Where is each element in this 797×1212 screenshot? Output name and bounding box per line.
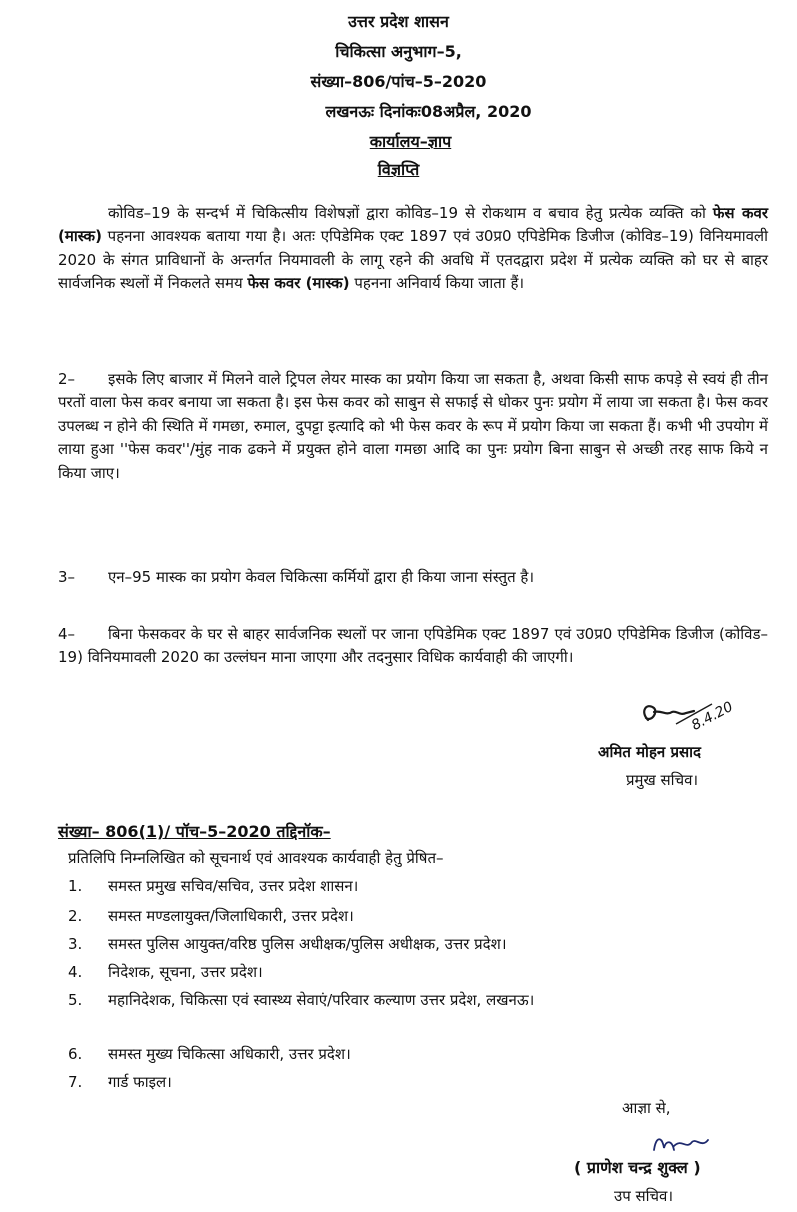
copy-list-item: 3. समस्त पुलिस आयुक्त/वरिष्ठ पुलिस अधीक्षक/पुलिस अधीक्षक, उत्तर प्रदेश। xyxy=(68,935,507,953)
copy-reference-heading: संख्या– 806(1)/ पॉच–5–2020 तद्दिनॉक– xyxy=(58,822,331,841)
copy-list-item: 7. गार्ड फाइल। xyxy=(68,1073,172,1091)
p3-number: 3– xyxy=(58,568,76,586)
copy-list-item: 4. निदेशक, सूचना, उत्तर प्रदेश। xyxy=(68,963,263,981)
p2-text: इसके लिए बाजार में मिलने वाले ट्रिपल लेयर मास्क का प्रयोग किया जा सकता है, अथवा किसी साफ कपड़े से स्वयं ही तीन परतों वाला फेस कवर बनाया जा सकता है। इस फेस कवर को साबुन से सफाई से धोकर पुनः प्रयोग में लाया जा सकता है। फेस कवर उपलब्ध न होने की स्थिति में गमछा, रुमाल, दुपट्टा इत्यादि को भी फेस कवर के रूप में प्रयोग किया जा सकता हैं। कभी भी उपयोग में लाया हुआ ''फेस कवर''/मुंह नाक ढकने में प्रयुक्त होने वाला गमछा आदि का पुनः प्रयोग बिना साबुन से अच्छी तरह साफ किये न किया जाए। xyxy=(58,370,768,482)
by-order-text: आज्ञा से, xyxy=(622,1099,671,1117)
p4-number: 4– xyxy=(58,625,76,643)
reference-number: संख्या–806/पांच–5–2020 xyxy=(310,72,487,91)
notification-title: विज्ञप्ति xyxy=(377,160,420,179)
deputy-secretary-designation: उप सचिव। xyxy=(614,1187,674,1205)
place-date: लखनऊः दिनांकः08अप्रैल, 2020 xyxy=(325,102,532,121)
paragraph-1 xyxy=(58,202,768,296)
p1-text-d: पहनना अनिवार्य किया जाता हैं। xyxy=(349,274,525,293)
copy-list-item: 5. महानिदेशक, चिकित्सा एवं स्वास्थ्य सेवाएं/परिवार कल्याण उत्तर प्रदेश, लखनऊ। xyxy=(68,991,535,1009)
p1-text-a: कोविड–19 के सन्दर्भ में चिकित्सीय विशेषज्ञों द्वारा कोविड–19 से रोकथाम व बचाव हेतु प्रत्येक व्यक्ति को xyxy=(108,204,713,222)
p3-text: एन–95 मास्क का प्रयोग केवल चिकित्सा कर्मियों द्वारा ही किया जाना संस्तुत है। xyxy=(108,568,535,586)
copy-list-item: 6. समस्त मुख्य चिकित्सा अधिकारी, उत्तर प्रदेश। xyxy=(68,1045,351,1063)
deputy-secretary-name: ( प्राणेश चन्द्र शुक्ल ) xyxy=(574,1158,701,1177)
paragraph-3 xyxy=(58,566,768,589)
section-title: चिकित्सा अनुभाग–5, xyxy=(335,42,462,61)
p2-number: 2– xyxy=(58,370,76,388)
paragraph-4 xyxy=(58,623,768,670)
office-memo-title: कार्यालय–ज्ञाप xyxy=(369,132,452,151)
p1-text-c: पहनना आवश्यक बताया गया है। अतः एपिडेमिक एक्ट 1897 एवं उ0प्र0 एपिडेमिक डिजीज (कोविड–19) विनियमावली 2020 के संगत प्राविधानों के अन्तर्गत नियमावली के लागू रहने की अवधि में एतदद्वारा प्रदेश में प्रत्येक व्यक्ति को घर से बाहर सार्वजनिक स्थलों में निकलते समय xyxy=(58,227,768,293)
govt-title: उत्तर प्रदेश शासन xyxy=(348,12,449,31)
p1-bold-2: फेस कवर (मास्क) xyxy=(247,274,350,293)
copy-list-item: 2. समस्त मण्डलायुक्त/जिलाधिकारी, उत्तर प्रदेश। xyxy=(68,907,354,925)
copy-intro: प्रतिलिपि निम्नलिखित को सूचनार्थ एवं आवश्यक कार्यवाही हेतु प्रेषित– xyxy=(68,849,444,867)
signatory-designation: प्रमुख सचिव। xyxy=(626,771,699,789)
signatory-name: अमित मोहन प्रसाद xyxy=(598,743,701,761)
handwritten-signature-2 xyxy=(648,1130,714,1158)
copy-list-item: 1. समस्त प्रमुख सचिव/सचिव, उत्तर प्रदेश शासन। xyxy=(68,877,359,895)
p1-bold-1: फेस कवर (मास्क) xyxy=(58,204,768,246)
handwritten-date: 8.4.20 xyxy=(688,698,736,734)
p4-text: बिना फेसकवर के घर से बाहर सार्वजनिक स्थलों पर जाना एपिडेमिक एक्ट 1897 एवं उ0प्र0 एपिडेमिक डिजीज (कोविड–19) विनियमावली 2020 का उल्लंघन माना जाएगा और तदनुसार विधिक कार्यवाही की जाएगी। xyxy=(58,625,768,667)
paragraph-2 xyxy=(58,368,768,485)
